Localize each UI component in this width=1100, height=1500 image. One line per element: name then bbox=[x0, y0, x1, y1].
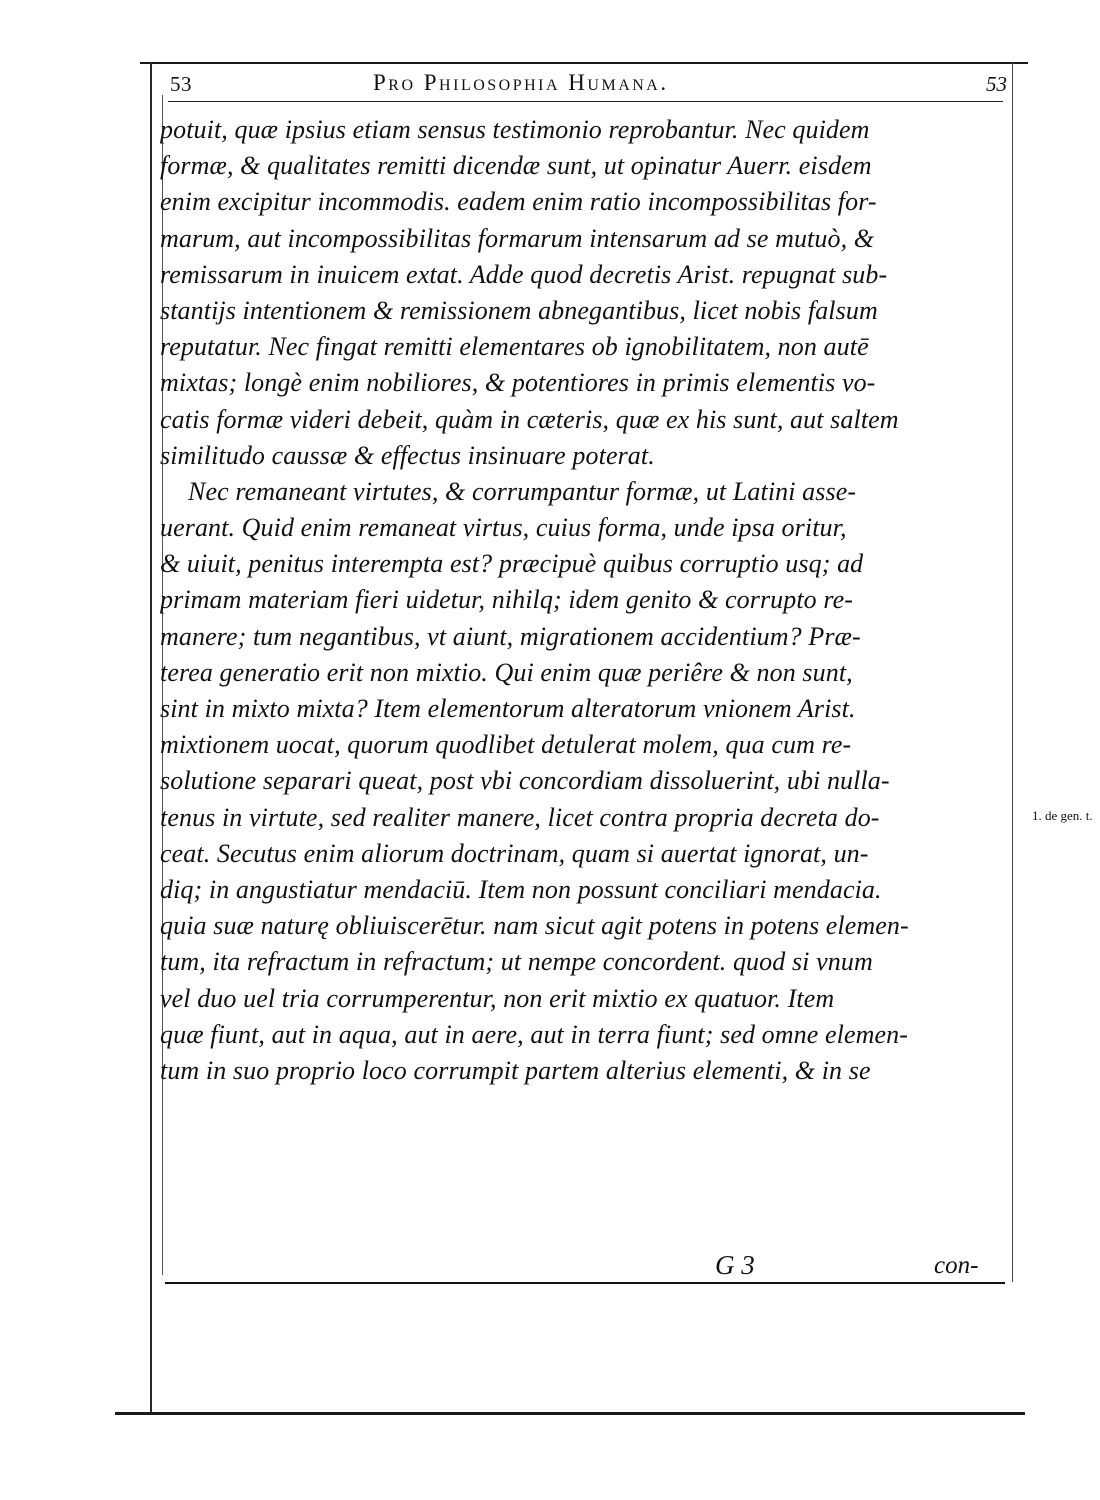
text-line: ceat. Secutus enim aliorum doctrinam, quam si auertat ignorat, un- bbox=[160, 838, 869, 868]
page-number-right: 53 bbox=[986, 72, 1007, 96]
text-line: remissarum in inuicem extat. Adde quod decretis Arist. repugnat sub- bbox=[160, 259, 888, 289]
text-line: tum, ita refractum in refractum; ut nempe concordent. quod si vnum bbox=[160, 947, 873, 977]
paragraph-first-line: Nec remaneant virtutes, & corrumpantur formæ, ut Latini asse- bbox=[188, 476, 857, 506]
text-line: quia suæ naturę obliuiscerētur. nam sicut agit potens in potens elemen- bbox=[160, 911, 909, 941]
catchword: con- bbox=[934, 1252, 979, 1279]
text-line: sint in mixto mixta? Item elementorum alteratorum vnionem Arist. bbox=[160, 694, 856, 723]
text-line: stantijs intentionem & remissionem abnegantibus, licet nobis falsum bbox=[160, 295, 878, 325]
footer-rule bbox=[165, 1282, 1005, 1284]
text-line: tenus in virtute, sed realiter manere, licet contra propria decreta do- bbox=[160, 802, 880, 832]
page-frame-bottom-rule bbox=[115, 1412, 1025, 1415]
text-line: reputatur. Nec fingat remitti elementares ob ignobilitatem, non autē bbox=[160, 332, 869, 362]
text-line: formæ, & qualitates remitti dicendæ sunt, ut opinatur Auerr. eisdem bbox=[160, 151, 872, 181]
text-line: mixtionem uocat, quorum quodlibet detulerat molem, qua cum re- bbox=[160, 730, 852, 760]
text-line: terea generatio erit non mixtio. Qui enim quæ periêre & non sunt, bbox=[160, 657, 853, 687]
text-line: primam materiam fieri uidetur, nihilq; idem genito & corrupto re- bbox=[160, 585, 854, 615]
text-line: potuit, quæ ipsius etiam sensus testimonio reprobantur. Nec quidem bbox=[160, 115, 870, 144]
text-line: enim excipitur incommodis. eadem enim ratio incompossibilitas for- bbox=[160, 187, 877, 217]
header-rule bbox=[168, 101, 1003, 102]
text-line: solutione separari queat, post vbi concordiam dissoluerint, ubi nulla- bbox=[160, 766, 890, 796]
running-title: Pro Philosophia Humana. bbox=[373, 70, 669, 95]
text-line: manere; tum negantibus, vt aiunt, migrationem accidentium? Præ- bbox=[160, 621, 861, 651]
text-line: mixtas; longè enim nobiliores, & potentiores in primis elementis vo- bbox=[160, 368, 876, 398]
page-frame-top-rule bbox=[140, 62, 1028, 64]
page-frame-left-rule bbox=[150, 62, 152, 1412]
text-line: tum in suo proprio loco corrumpit partem alterius elementi, & in se bbox=[160, 1055, 871, 1085]
page-number-left: 53 bbox=[170, 72, 192, 96]
text-line: similitudo caussæ & effectus insinuare poterat. bbox=[160, 440, 655, 470]
page-frame-right-rule bbox=[1012, 62, 1013, 1282]
text-line: vel duo uel tria corrumperentur, non erit mixtio ex quatuor. Item bbox=[160, 983, 835, 1013]
signature-mark: G 3 bbox=[715, 1250, 755, 1280]
text-line: quæ fiunt, aut in aqua, aut in aere, aut in terra fiunt; sed omne elemen- bbox=[160, 1019, 908, 1049]
text-line: uerant. Quid enim remaneat virtus, cuius forma, unde ipsa oritur, bbox=[160, 513, 847, 543]
text-line: & uiuit, penitus interempta est? præcipuè quibus corruptio usq; ad bbox=[160, 549, 864, 579]
running-head bbox=[168, 68, 1013, 100]
margin-note: 1. de gen. t. bbox=[1032, 808, 1093, 823]
text-line: marum, aut incompossibilitas formarum intensarum ad se mutuò, & bbox=[160, 223, 875, 253]
text-line: catis formæ videri debeit, quàm in cæteris, quæ ex his sunt, aut saltem bbox=[160, 404, 899, 434]
body-text bbox=[160, 112, 998, 1089]
text-line: diq; in angustiatur mendaciū. Item non possunt conciliari mendacia. bbox=[160, 874, 882, 904]
